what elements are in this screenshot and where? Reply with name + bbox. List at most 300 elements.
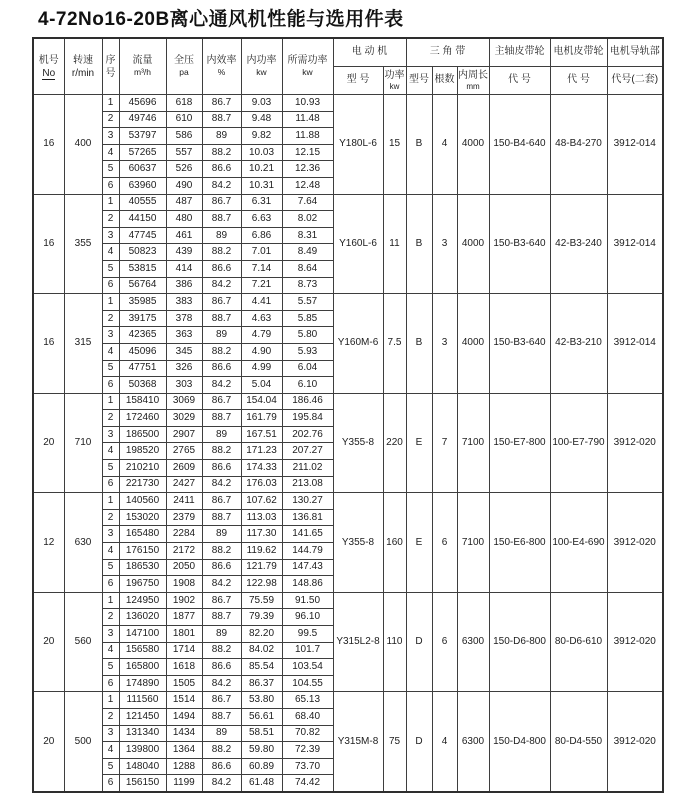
flow-cell: 147100 — [119, 626, 166, 643]
seq-cell: 4 — [102, 343, 119, 360]
header-motor-pulley-code: 代 号 — [550, 67, 607, 95]
header-efficiency-label: 内效率 — [206, 55, 237, 67]
seq-cell: 2 — [102, 509, 119, 526]
motor-power-cell: 15 — [383, 95, 406, 195]
efficiency-cell: 86.6 — [202, 460, 241, 477]
motor-model-cell: Y160L-6 — [333, 194, 383, 294]
rail-code-cell: 3912-020 — [607, 592, 663, 692]
required-power-cell: 101.7 — [282, 642, 333, 659]
header-motor-power-label: 功率 — [384, 69, 405, 81]
internal-power-cell: 10.21 — [241, 161, 282, 178]
efficiency-cell: 84.2 — [202, 476, 241, 493]
flow-cell: 45096 — [119, 343, 166, 360]
header-belt-group: 三 角 带 — [406, 38, 489, 67]
header-flow-unit: m³/h — [134, 67, 151, 78]
belt-model-cell: B — [406, 294, 432, 394]
fan-size-cell: 16 — [33, 95, 64, 195]
motor-power-cell: 110 — [383, 592, 406, 692]
efficiency-cell: 89 — [202, 227, 241, 244]
efficiency-cell: 88.2 — [202, 543, 241, 560]
pressure-cell: 2284 — [166, 526, 202, 543]
efficiency-cell: 86.7 — [202, 95, 241, 112]
header-motor-group: 电 动 机 — [333, 38, 406, 67]
pressure-cell: 2765 — [166, 443, 202, 460]
flow-cell: 139800 — [119, 742, 166, 759]
internal-power-cell: 7.01 — [241, 244, 282, 261]
belt-length-cell: 7100 — [457, 393, 489, 493]
efficiency-cell: 89 — [202, 626, 241, 643]
motor-power-cell: 11 — [383, 194, 406, 294]
rail-code-cell: 3912-014 — [607, 294, 663, 394]
speed-cell: 710 — [64, 393, 102, 493]
seq-cell: 2 — [102, 410, 119, 427]
flow-cell: 111560 — [119, 692, 166, 709]
internal-power-cell: 61.48 — [241, 775, 282, 792]
efficiency-cell: 89 — [202, 128, 241, 145]
flow-cell: 156580 — [119, 642, 166, 659]
required-power-cell: 73.70 — [282, 758, 333, 775]
header-rail-group: 电机导轨部 — [607, 38, 663, 67]
header-flow — [119, 38, 166, 95]
required-power-cell: 195.84 — [282, 410, 333, 427]
internal-power-cell: 7.14 — [241, 260, 282, 277]
main-pulley-code-cell: 150-D4-800 — [489, 692, 550, 792]
efficiency-cell: 88.2 — [202, 742, 241, 759]
seq-cell: 5 — [102, 460, 119, 477]
pressure-cell: 480 — [166, 211, 202, 228]
efficiency-cell: 84.2 — [202, 675, 241, 692]
header-speed — [64, 38, 102, 95]
internal-power-cell: 58.51 — [241, 725, 282, 742]
required-power-cell: 8.49 — [282, 244, 333, 261]
efficiency-cell: 89 — [202, 426, 241, 443]
header-motor-power-unit: kw — [389, 81, 400, 91]
belt-model-cell: E — [406, 493, 432, 593]
rail-code-cell: 3912-020 — [607, 493, 663, 593]
main-pulley-code-cell: 150-E6-800 — [489, 493, 550, 593]
required-power-cell: 72.39 — [282, 742, 333, 759]
seq-cell: 4 — [102, 144, 119, 161]
pressure-cell: 303 — [166, 377, 202, 394]
seq-cell: 3 — [102, 128, 119, 145]
seq-cell: 3 — [102, 626, 119, 643]
internal-power-cell: 79.39 — [241, 609, 282, 626]
motor-pulley-code-cell: 42-B3-210 — [550, 294, 607, 394]
pressure-cell: 2427 — [166, 476, 202, 493]
pressure-cell: 1434 — [166, 725, 202, 742]
header-internal-power — [241, 38, 282, 95]
motor-pulley-code-cell: 42-B3-240 — [550, 194, 607, 294]
header-flow-label: 流量 — [132, 55, 153, 67]
efficiency-cell: 86.7 — [202, 294, 241, 311]
efficiency-cell: 84.2 — [202, 277, 241, 294]
internal-power-cell: 176.03 — [241, 476, 282, 493]
motor-pulley-code-cell: 100-E4-690 — [550, 493, 607, 593]
belt-length-cell: 4000 — [457, 95, 489, 195]
required-power-cell: 65.13 — [282, 692, 333, 709]
seq-cell: 6 — [102, 675, 119, 692]
rail-code-cell: 3912-020 — [607, 692, 663, 792]
header-fan-size — [33, 38, 64, 95]
motor-pulley-code-cell: 80-D6-610 — [550, 592, 607, 692]
internal-power-cell: 10.31 — [241, 177, 282, 194]
flow-cell: 40555 — [119, 194, 166, 211]
belt-model-cell: B — [406, 95, 432, 195]
flow-cell: 172460 — [119, 410, 166, 427]
pressure-cell: 378 — [166, 310, 202, 327]
required-power-cell: 144.79 — [282, 543, 333, 560]
seq-cell: 2 — [102, 111, 119, 128]
table-header — [33, 38, 663, 95]
motor-model-cell: Y180L-6 — [333, 95, 383, 195]
flow-cell: 42365 — [119, 327, 166, 344]
required-power-cell: 74.42 — [282, 775, 333, 792]
efficiency-cell: 88.2 — [202, 144, 241, 161]
seq-cell: 6 — [102, 576, 119, 593]
flow-cell: 44150 — [119, 211, 166, 228]
required-power-cell: 8.31 — [282, 227, 333, 244]
table-row — [33, 592, 663, 609]
required-power-cell: 141.65 — [282, 526, 333, 543]
flow-cell: 196750 — [119, 576, 166, 593]
header-efficiency — [202, 38, 241, 95]
pressure-cell: 2050 — [166, 559, 202, 576]
pressure-cell: 326 — [166, 360, 202, 377]
seq-cell: 6 — [102, 277, 119, 294]
seq-cell: 1 — [102, 194, 119, 211]
required-power-cell: 202.76 — [282, 426, 333, 443]
required-power-cell: 10.93 — [282, 95, 333, 112]
seq-cell: 2 — [102, 708, 119, 725]
efficiency-cell: 84.2 — [202, 775, 241, 792]
header-rail-code: 代号(二套) — [607, 67, 663, 95]
efficiency-cell: 88.2 — [202, 244, 241, 261]
header-required-power-label: 所需功率 — [287, 55, 328, 67]
pressure-cell: 610 — [166, 111, 202, 128]
pressure-cell: 490 — [166, 177, 202, 194]
pressure-cell: 1288 — [166, 758, 202, 775]
efficiency-cell: 86.6 — [202, 161, 241, 178]
main-pulley-code-cell: 150-B3-640 — [489, 194, 550, 294]
flow-cell: 140560 — [119, 493, 166, 510]
fan-size-cell: 12 — [33, 493, 64, 593]
pressure-cell: 2609 — [166, 460, 202, 477]
speed-cell: 630 — [64, 493, 102, 593]
header-belt-count: 根数 — [432, 67, 457, 95]
main-pulley-code-cell: 150-D6-800 — [489, 592, 550, 692]
required-power-cell: 8.02 — [282, 211, 333, 228]
pressure-cell: 363 — [166, 327, 202, 344]
flow-cell: 121450 — [119, 708, 166, 725]
table-row — [33, 393, 663, 410]
required-power-cell: 5.57 — [282, 294, 333, 311]
required-power-cell: 91.50 — [282, 592, 333, 609]
internal-power-cell: 53.80 — [241, 692, 282, 709]
seq-cell: 6 — [102, 177, 119, 194]
header-belt-model: 型号 — [406, 67, 432, 95]
rail-code-cell: 3912-014 — [607, 194, 663, 294]
seq-cell: 3 — [102, 725, 119, 742]
main-pulley-code-cell: 150-E7-800 — [489, 393, 550, 493]
header-internal-power-unit: kw — [256, 67, 267, 78]
belt-model-cell: E — [406, 393, 432, 493]
flow-cell: 165480 — [119, 526, 166, 543]
flow-cell: 210210 — [119, 460, 166, 477]
seq-cell: 3 — [102, 327, 119, 344]
table-row — [33, 194, 663, 211]
motor-power-cell: 160 — [383, 493, 406, 593]
motor-pulley-code-cell: 80-D4-550 — [550, 692, 607, 792]
internal-power-cell: 167.51 — [241, 426, 282, 443]
seq-cell: 1 — [102, 692, 119, 709]
seq-cell: 1 — [102, 294, 119, 311]
required-power-cell: 136.81 — [282, 509, 333, 526]
belt-count-cell: 6 — [432, 592, 457, 692]
speed-cell: 400 — [64, 95, 102, 195]
required-power-cell: 6.04 — [282, 360, 333, 377]
motor-model-cell: Y315L2-8 — [333, 592, 383, 692]
pressure-cell: 383 — [166, 294, 202, 311]
internal-power-cell: 9.03 — [241, 95, 282, 112]
belt-length-cell: 4000 — [457, 294, 489, 394]
efficiency-cell: 86.7 — [202, 194, 241, 211]
required-power-cell: 11.48 — [282, 111, 333, 128]
internal-power-cell: 4.90 — [241, 343, 282, 360]
seq-cell: 5 — [102, 161, 119, 178]
pressure-cell: 2411 — [166, 493, 202, 510]
seq-cell: 4 — [102, 642, 119, 659]
seq-cell: 2 — [102, 211, 119, 228]
motor-power-cell: 220 — [383, 393, 406, 493]
pressure-cell: 3029 — [166, 410, 202, 427]
motor-model-cell: Y355-8 — [333, 393, 383, 493]
belt-length-cell: 6300 — [457, 592, 489, 692]
internal-power-cell: 117.30 — [241, 526, 282, 543]
seq-cell: 5 — [102, 260, 119, 277]
internal-power-cell: 174.33 — [241, 460, 282, 477]
internal-power-cell: 4.99 — [241, 360, 282, 377]
seq-cell: 1 — [102, 95, 119, 112]
rail-code-cell: 3912-014 — [607, 95, 663, 195]
pressure-cell: 557 — [166, 144, 202, 161]
pressure-cell: 1714 — [166, 642, 202, 659]
pressure-cell: 2172 — [166, 543, 202, 560]
efficiency-cell: 88.7 — [202, 609, 241, 626]
flow-cell: 148040 — [119, 758, 166, 775]
flow-cell: 39175 — [119, 310, 166, 327]
efficiency-cell: 88.7 — [202, 509, 241, 526]
header-efficiency-unit: % — [217, 67, 226, 78]
header-motor-pulley-group: 电机皮带轮 — [550, 38, 607, 67]
belt-count-cell: 3 — [432, 194, 457, 294]
pressure-cell: 439 — [166, 244, 202, 261]
header-pressure-unit: pa — [179, 67, 189, 78]
seq-cell: 5 — [102, 559, 119, 576]
flow-cell: 53815 — [119, 260, 166, 277]
internal-power-cell: 59.80 — [241, 742, 282, 759]
internal-power-cell: 121.79 — [241, 559, 282, 576]
flow-cell: 156150 — [119, 775, 166, 792]
belt-count-cell: 4 — [432, 95, 457, 195]
pressure-cell: 1902 — [166, 592, 202, 609]
belt-count-cell: 7 — [432, 393, 457, 493]
motor-model-cell: Y160M-6 — [333, 294, 383, 394]
required-power-cell: 5.93 — [282, 343, 333, 360]
seq-cell: 4 — [102, 244, 119, 261]
table-body — [33, 95, 663, 792]
header-required-power-unit: kw — [302, 67, 313, 78]
internal-power-cell: 86.37 — [241, 675, 282, 692]
internal-power-cell: 4.41 — [241, 294, 282, 311]
pressure-cell: 586 — [166, 128, 202, 145]
internal-power-cell: 60.89 — [241, 758, 282, 775]
fan-size-cell: 20 — [33, 393, 64, 493]
required-power-cell: 99.5 — [282, 626, 333, 643]
flow-cell: 35985 — [119, 294, 166, 311]
fan-size-cell: 20 — [33, 592, 64, 692]
header-seq-l2: 号 — [105, 67, 116, 79]
pressure-cell: 1505 — [166, 675, 202, 692]
efficiency-cell: 88.7 — [202, 111, 241, 128]
efficiency-cell: 88.7 — [202, 211, 241, 228]
efficiency-cell: 86.7 — [202, 393, 241, 410]
efficiency-cell: 84.2 — [202, 377, 241, 394]
flow-cell: 221730 — [119, 476, 166, 493]
motor-model-cell: Y315M-8 — [333, 692, 383, 792]
pressure-cell: 414 — [166, 260, 202, 277]
belt-model-cell: D — [406, 592, 432, 692]
seq-cell: 6 — [102, 476, 119, 493]
pressure-cell: 3069 — [166, 393, 202, 410]
seq-cell: 5 — [102, 360, 119, 377]
required-power-cell: 213.08 — [282, 476, 333, 493]
flow-cell: 158410 — [119, 393, 166, 410]
internal-power-cell: 154.04 — [241, 393, 282, 410]
belt-model-cell: B — [406, 194, 432, 294]
required-power-cell: 103.54 — [282, 659, 333, 676]
belt-length-cell: 4000 — [457, 194, 489, 294]
flow-cell: 60637 — [119, 161, 166, 178]
flow-cell: 50368 — [119, 377, 166, 394]
internal-power-cell: 10.03 — [241, 144, 282, 161]
efficiency-cell: 88.2 — [202, 443, 241, 460]
flow-cell: 136020 — [119, 609, 166, 626]
header-belt-length — [457, 67, 489, 95]
flow-cell: 174890 — [119, 675, 166, 692]
seq-cell: 5 — [102, 758, 119, 775]
speed-cell: 560 — [64, 592, 102, 692]
seq-cell: 1 — [102, 393, 119, 410]
header-belt-length-label: 内周长 — [458, 69, 488, 81]
seq-cell: 3 — [102, 426, 119, 443]
internal-power-cell: 82.20 — [241, 626, 282, 643]
belt-length-cell: 7100 — [457, 493, 489, 593]
required-power-cell: 5.85 — [282, 310, 333, 327]
belt-model-cell: D — [406, 692, 432, 792]
required-power-cell: 8.64 — [282, 260, 333, 277]
flow-cell: 198520 — [119, 443, 166, 460]
internal-power-cell: 6.63 — [241, 211, 282, 228]
internal-power-cell: 9.48 — [241, 111, 282, 128]
required-power-cell: 12.48 — [282, 177, 333, 194]
efficiency-cell: 86.6 — [202, 360, 241, 377]
flow-cell: 186500 — [119, 426, 166, 443]
efficiency-cell: 88.2 — [202, 642, 241, 659]
pressure-cell: 487 — [166, 194, 202, 211]
internal-power-cell: 107.62 — [241, 493, 282, 510]
rail-code-cell: 3912-020 — [607, 393, 663, 493]
efficiency-cell: 88.7 — [202, 708, 241, 725]
required-power-cell: 12.15 — [282, 144, 333, 161]
header-speed-label: 转速 — [73, 54, 93, 66]
seq-cell: 4 — [102, 742, 119, 759]
efficiency-cell: 89 — [202, 725, 241, 742]
header-main-pulley-group: 主轴皮带轮 — [489, 38, 550, 67]
seq-cell: 2 — [102, 609, 119, 626]
belt-length-cell: 6300 — [457, 692, 489, 792]
required-power-cell: 207.27 — [282, 443, 333, 460]
required-power-cell: 70.82 — [282, 725, 333, 742]
efficiency-cell: 88.7 — [202, 310, 241, 327]
flow-cell: 47751 — [119, 360, 166, 377]
flow-cell: 53797 — [119, 128, 166, 145]
belt-count-cell: 4 — [432, 692, 457, 792]
efficiency-cell: 88.7 — [202, 410, 241, 427]
motor-power-cell: 75 — [383, 692, 406, 792]
belt-count-cell: 6 — [432, 493, 457, 593]
internal-power-cell: 4.63 — [241, 310, 282, 327]
required-power-cell: 12.36 — [282, 161, 333, 178]
required-power-cell: 148.86 — [282, 576, 333, 593]
efficiency-cell: 89 — [202, 526, 241, 543]
internal-power-cell: 9.82 — [241, 128, 282, 145]
pressure-cell: 2907 — [166, 426, 202, 443]
table-row — [33, 493, 663, 510]
flow-cell: 49746 — [119, 111, 166, 128]
required-power-cell: 130.27 — [282, 493, 333, 510]
pressure-cell: 1801 — [166, 626, 202, 643]
pressure-cell: 461 — [166, 227, 202, 244]
required-power-cell: 6.10 — [282, 377, 333, 394]
internal-power-cell: 5.04 — [241, 377, 282, 394]
table-row — [33, 294, 663, 311]
header-seq-l1: 序 — [105, 54, 116, 66]
motor-model-cell: Y355-8 — [333, 493, 383, 593]
header-pressure — [166, 38, 202, 95]
header-motor-model: 型 号 — [333, 67, 383, 95]
internal-power-cell: 75.59 — [241, 592, 282, 609]
header-belt-length-unit: mm — [466, 81, 480, 91]
page-title: 4-72No16-20B离心通风机性能与选用件表 — [38, 9, 404, 30]
seq-cell: 4 — [102, 543, 119, 560]
required-power-cell: 186.46 — [282, 393, 333, 410]
pressure-cell: 1877 — [166, 609, 202, 626]
seq-cell: 2 — [102, 310, 119, 327]
seq-cell: 3 — [102, 227, 119, 244]
internal-power-cell: 122.98 — [241, 576, 282, 593]
pressure-cell: 1364 — [166, 742, 202, 759]
pressure-cell: 618 — [166, 95, 202, 112]
motor-pulley-code-cell: 48-B4-270 — [550, 95, 607, 195]
efficiency-cell: 88.2 — [202, 343, 241, 360]
pressure-cell: 1514 — [166, 692, 202, 709]
efficiency-cell: 89 — [202, 327, 241, 344]
flow-cell: 45696 — [119, 95, 166, 112]
fan-size-cell: 16 — [33, 194, 64, 294]
internal-power-cell: 161.79 — [241, 410, 282, 427]
required-power-cell: 68.40 — [282, 708, 333, 725]
main-pulley-code-cell: 150-B3-640 — [489, 294, 550, 394]
